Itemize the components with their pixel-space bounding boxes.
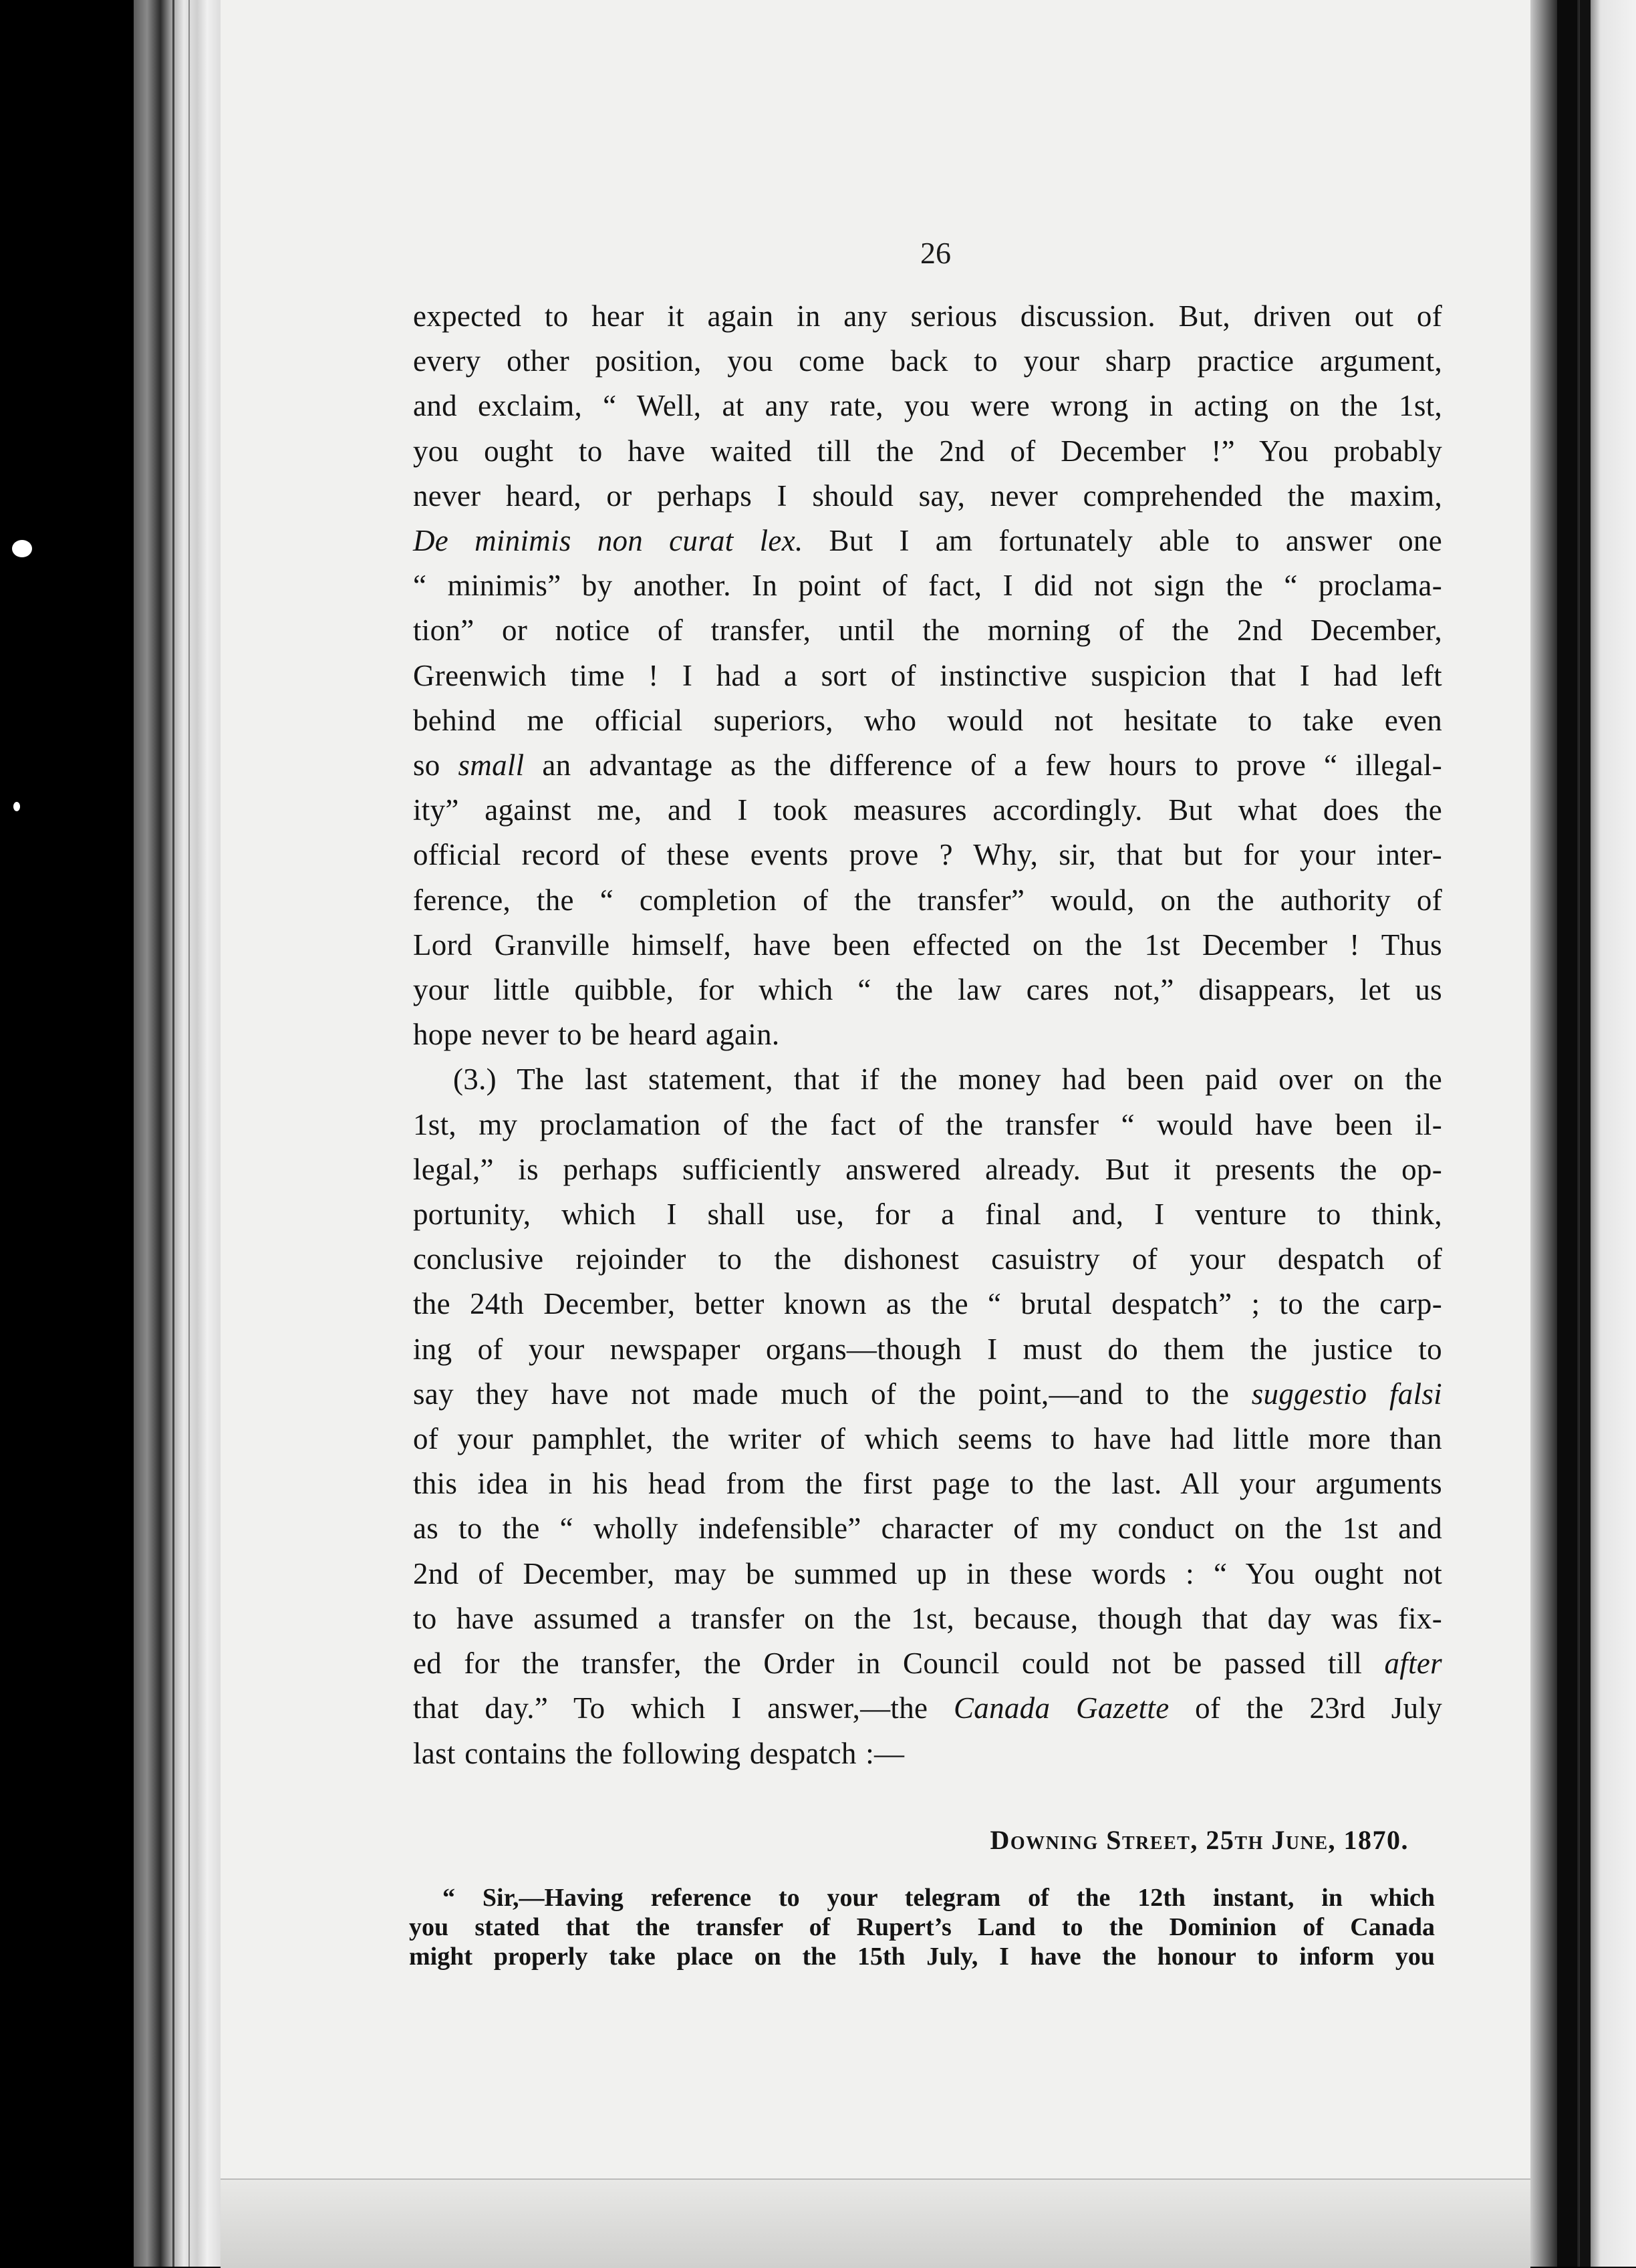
text-line: hope never to be heard again. [413, 1018, 780, 1052]
facing-page-strip [1577, 0, 1636, 2267]
scan-speck [12, 540, 32, 557]
text-line: ed for the transfer, the Order in Council could not be passed till after [413, 1647, 1442, 1681]
quote-line: “ Sir,—Having reference to your telegram of the 12th instant, in which [442, 1884, 1435, 1912]
text-line: tion” or notice of transfer, until the morning of the 2nd December, [413, 613, 1442, 648]
latin-phrase: suggestio falsi [1251, 1377, 1442, 1411]
text-line: Greenwich time ! I had a sort of instinctive suspicion that I had left [413, 658, 1442, 692]
text-line: 1st, my proclamation of the fact of the transfer “ would have been il- [413, 1107, 1442, 1141]
text-line: official record of these events prove ? Why, sir, that but for your inter- [413, 838, 1442, 872]
publication-title: Canada Gazette [953, 1691, 1170, 1725]
text-line: never heard, or perhaps I should say, never comprehended the maxim, [413, 478, 1442, 513]
text-line: ing of your newspaper organs—though I must do them the justice to [413, 1332, 1442, 1366]
text-line: to have assumed a transfer on the 1st, because, though that day was fix- [413, 1601, 1442, 1635]
quote-line: you stated that the transfer of Rupert’s Land to the Dominion of Canada [409, 1913, 1435, 1941]
text-line: expected to hear it again in any serious discussion. But, driven out of [413, 299, 1442, 333]
text-line: portunity, which I shall use, for a final and, I venture to think, [413, 1197, 1442, 1232]
text-line: so small an advantage as the difference of a few hours to prove “ illegal- [413, 748, 1442, 783]
text-line: your little quibble, for which “ the law cares not,” disappears, let us [413, 973, 1442, 1007]
text-line: “ minimis” by another. In point of fact, I did not sign the “ proclama- [413, 569, 1442, 603]
scan-margin-left [0, 0, 134, 2267]
text-line: this idea in his head from the first page to the last. All your arguments [413, 1467, 1442, 1501]
italic-word: after [1384, 1647, 1442, 1681]
text-line: Lord Granville himself, have been effected on the 1st December ! Thus [413, 928, 1442, 962]
text-line: say they have not made much of the point,—and to the suggestio falsi [413, 1377, 1442, 1411]
page-right-edge [1530, 0, 1557, 2267]
text-line: that day.” To which I answer,—the Canada Gazette of the 23rd July [413, 1691, 1443, 1725]
book-page-edges [134, 0, 221, 2267]
page-number: 26 [920, 236, 951, 270]
text-line: legal,” is perhaps sufficiently answered already. But it presents the op- [413, 1152, 1442, 1186]
text-line: and exclaim, “ Well, at any rate, you were wrong in acting on the 1st, [413, 389, 1442, 423]
text-line: last contains the following despatch :— [413, 1736, 905, 1770]
page-bottom-edge [221, 2178, 1530, 2268]
text-line: (3.) The last statement, that if the money had been paid over on the [453, 1062, 1442, 1097]
quote-line: might properly take place on the 15th July, I have the honour to inform you [409, 1943, 1435, 1971]
text-line: behind me official superiors, who would not hesitate to take even [413, 703, 1442, 737]
text-line: ference, the “ completion of the transfer” would, on the authority of [413, 883, 1442, 917]
text-line: ity” against me, and I took measures accordingly. But what does the [413, 793, 1442, 827]
body-text [413, 294, 1442, 1776]
text-line: every other position, you come back to your sharp practice argument, [413, 344, 1442, 378]
latin-maxim: De minimis non curat lex. [413, 524, 803, 558]
scan-speck [13, 802, 20, 811]
quoted-despatch [409, 1883, 1435, 1971]
facing-page-spine [1580, 0, 1591, 2267]
text-line: of your pamphlet, the writer of which seems to have had little more than [413, 1422, 1442, 1456]
text-line: 2nd of December, may be summed up in these words : “ You ought not [413, 1556, 1442, 1590]
text-line: De minimis non curat lex. But I am fortunately able to answer one [413, 524, 1442, 558]
text-line: you ought to have waited till the 2nd of December !” You probably [413, 434, 1442, 468]
italic-word: small [458, 748, 525, 783]
text-line: conclusive rejoinder to the dishonest casuistry of your despatch of [413, 1242, 1442, 1276]
text-line: as to the “ wholly indefensible” character of my conduct on the 1st and [413, 1512, 1442, 1546]
text-line: the 24th December, better known as the “ brutal despatch” ; to the carp- [413, 1287, 1442, 1321]
dateline: Downing Street, 25th June, 1870. [990, 1825, 1409, 1855]
